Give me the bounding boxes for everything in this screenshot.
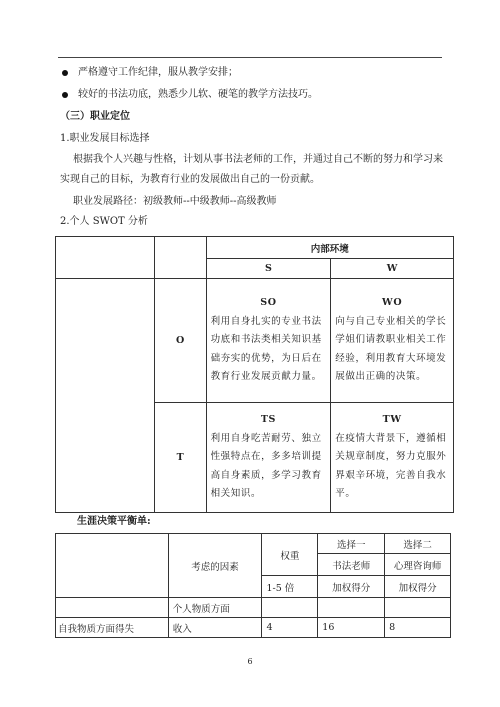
bullet-text: 严格遵守工作纪律，服从教学安排； <box>78 67 238 78</box>
category-label: 个人物质方面 <box>168 598 262 618</box>
t-label: T <box>154 403 206 513</box>
so-cell <box>206 279 331 403</box>
row-weight: 4 <box>262 618 318 638</box>
ts-line: 性强特点在，多多培训提 <box>210 451 322 463</box>
row-item-label: 收入 <box>168 618 262 638</box>
bullet-item-2 <box>62 86 318 104</box>
wo-title: WO <box>382 297 403 309</box>
so-title: SO <box>260 297 277 309</box>
page-number: 6 <box>247 657 253 666</box>
option1-name: 书法老师 <box>318 554 385 576</box>
ts-line: 高自身素质，多学习教育 <box>210 469 322 481</box>
option2-header: 选择二 <box>385 534 451 554</box>
tw-line: 关规章制度，努力克服外 <box>335 451 447 463</box>
option2-score-header: 加权得分 <box>385 576 451 598</box>
internal-env-header: 内部环境 <box>206 237 453 259</box>
balance-empty-cell <box>318 598 385 618</box>
balance-empty-cell <box>262 598 318 618</box>
option2-name: 心理咨询师 <box>385 554 451 576</box>
ts-cell <box>206 403 331 513</box>
so-line: 功底和书法类相关知识基 <box>210 334 322 346</box>
tw-line: 平。 <box>335 488 356 500</box>
row-score-2: 8 <box>385 618 451 638</box>
ts-title: TS <box>260 414 276 426</box>
bullet-item-1 <box>62 64 238 82</box>
ts-line: 利用自身吃苦耐劳、独立 <box>210 432 322 444</box>
tw-cell <box>331 403 454 513</box>
balance-table <box>55 533 451 638</box>
wo-line: 展做出正确的决策。 <box>335 371 427 383</box>
paragraph-line: 根据我个人兴趣与性格，计划从事书法老师的工作，并通过自己不断的努力和学习来 <box>73 154 443 165</box>
so-line: 教育行业发展贡献力量。 <box>210 371 322 383</box>
balance-empty-cell <box>385 598 451 618</box>
subsection-title: 1.职业发展目标选择 <box>60 133 150 144</box>
so-line: 础夯实的优势，为日后在 <box>210 352 322 364</box>
balance-title: 生涯决策平衡单: <box>77 516 151 527</box>
row-score-1: 16 <box>318 618 385 638</box>
header-rule <box>58 57 442 58</box>
external-env-cell <box>56 279 155 513</box>
ts-line: 相关知识。 <box>210 488 262 500</box>
so-line: 利用自身扎实的专业书法 <box>210 315 322 327</box>
bullet-icon <box>62 92 68 98</box>
wo-line: 经验，利用教育大环境发 <box>335 352 447 364</box>
row-group-label: 自我物质方面得失 <box>56 618 169 638</box>
wo-line: 向与自己专业相关的学长 <box>335 315 447 327</box>
swot-corner-cell <box>56 237 155 279</box>
weight-range: 1-5 倍 <box>262 576 318 598</box>
swot-corner-cell <box>154 237 206 279</box>
w-header: W <box>331 259 454 279</box>
s-header: S <box>206 259 331 279</box>
balance-corner-cell <box>56 534 169 598</box>
tw-title: TW <box>382 414 402 426</box>
option1-score-header: 加权得分 <box>318 576 385 598</box>
wo-cell <box>331 279 454 403</box>
tw-line: 在疫情大背景下，遵循相 <box>335 432 447 444</box>
tw-line: 界艰辛环境，完善自我水 <box>335 469 447 481</box>
section-title: （三）职业定位 <box>60 111 130 122</box>
o-label: O <box>154 279 206 403</box>
swot-table <box>55 236 454 513</box>
weight-header: 权重 <box>262 534 318 576</box>
career-path: 职业发展路径：初级教师--中级教师--高级教师 <box>73 196 277 207</box>
balance-empty-cell <box>56 598 169 618</box>
factors-header: 考虑的因素 <box>168 534 262 598</box>
subsection-title: 2.个人 SWOT 分析 <box>60 216 148 227</box>
option1-header: 选择一 <box>318 534 385 554</box>
bullet-icon <box>62 70 68 76</box>
paragraph-line: 实现自己的目标，为教育行业的发展做出自己的一份贡献。 <box>60 174 320 185</box>
bullet-text: 较好的书法功底，熟悉少儿软、硬笔的教学方法技巧。 <box>78 89 318 100</box>
wo-line: 学姐们请教职业相关工作 <box>335 334 447 346</box>
